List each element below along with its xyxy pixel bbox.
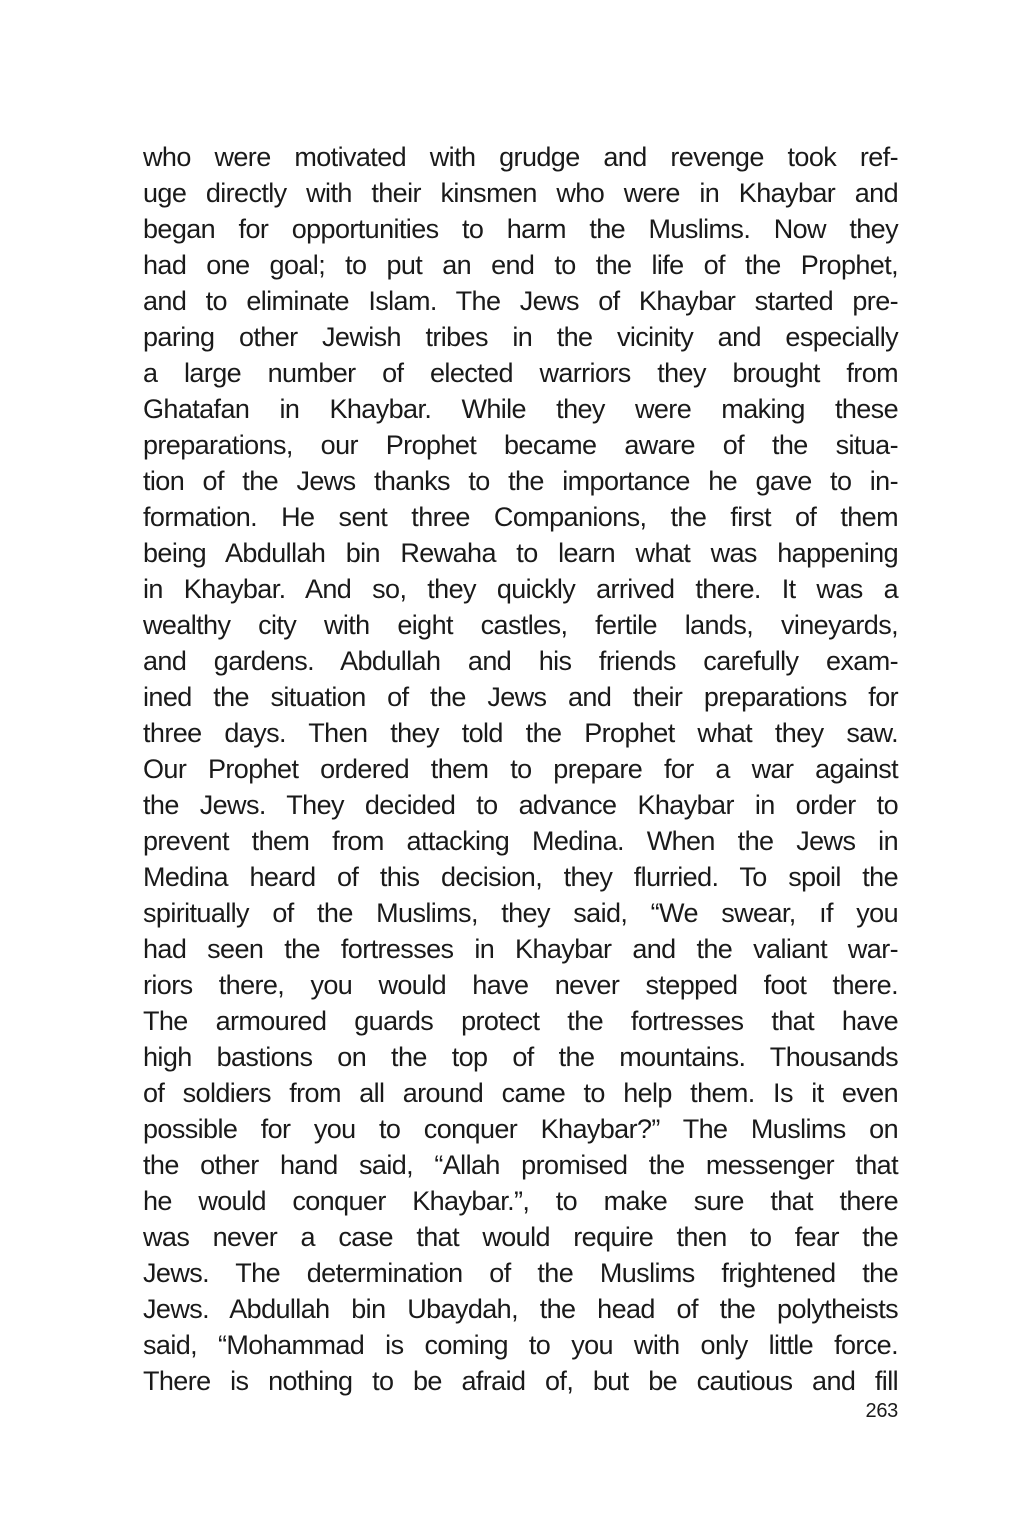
text-line: and to eliminate Islam. The Jews of Khaybar started pre- [143,286,898,316]
text-line: possible for you to conquer Khaybar?” The Muslims on [143,1114,898,1144]
text-line: said, “Mohammad is coming to you with only little force. [143,1330,898,1360]
text-line: of soldiers from all around came to help them. Is it even [143,1078,898,1108]
text-line: spiritually of the Muslims, they said, “We swear, ıf you [143,898,898,928]
text-line: Medina heard of this decision, they flurried. To spoil the [143,862,898,892]
text-line: prevent them from attacking Medina. When the Jews in [143,826,898,856]
text-line: was never a case that would require then to fear the [143,1222,898,1252]
text-line: Ghatafan in Khaybar. While they were making these [143,394,898,424]
text-line: who were motivated with grudge and revenge took ref- [143,142,898,172]
text-line: high bastions on the top of the mountains. Thousands [143,1042,898,1072]
text-line: in Khaybar. And so, they quickly arrived there. It was a [143,574,898,604]
text-line: uge directly with their kinsmen who were in Khaybar and [143,178,898,208]
text-line: a large number of elected warriors they brought from [143,358,898,388]
body-text [143,139,898,1399]
text-line: riors there, you would have never stepped foot there. [143,970,898,1000]
text-line: paring other Jewish tribes in the vicinity and especially [143,322,898,352]
text-line: formation. He sent three Companions, the first of them [143,502,898,532]
text-line: There is nothing to be afraid of, but be cautious and fill [143,1366,898,1396]
text-line: Our Prophet ordered them to prepare for a war against [143,754,898,784]
text-line: had one goal; to put an end to the life of the Prophet, [143,250,898,280]
text-line: wealthy city with eight castles, fertile lands, vineyards, [143,610,898,640]
text-line: Jews. The determination of the Muslims frightened the [143,1258,898,1288]
text-line: The armoured guards protect the fortresses that have [143,1006,898,1036]
text-line: the other hand said, “Allah promised the messenger that [143,1150,898,1180]
text-line: and gardens. Abdullah and his friends carefully exam- [143,646,898,676]
text-line: he would conquer Khaybar.”, to make sure that there [143,1186,898,1216]
text-line: began for opportunities to harm the Muslims. Now they [143,214,898,244]
text-line: preparations, our Prophet became aware of the situa- [143,430,898,460]
text-line: being Abdullah bin Rewaha to learn what was happening [143,538,898,568]
text-line: the Jews. They decided to advance Khaybar in order to [143,790,898,820]
text-line: Jews. Abdullah bin Ubaydah, the head of the polytheists [143,1294,898,1324]
text-line: three days. Then they told the Prophet what they saw. [143,718,898,748]
text-line: tion of the Jews thanks to the importance he gave to in- [143,466,898,496]
text-line: ined the situation of the Jews and their preparations for [143,682,898,712]
text-line: had seen the fortresses in Khaybar and the valiant war- [143,934,898,964]
page-number: 263 [865,1400,898,1422]
